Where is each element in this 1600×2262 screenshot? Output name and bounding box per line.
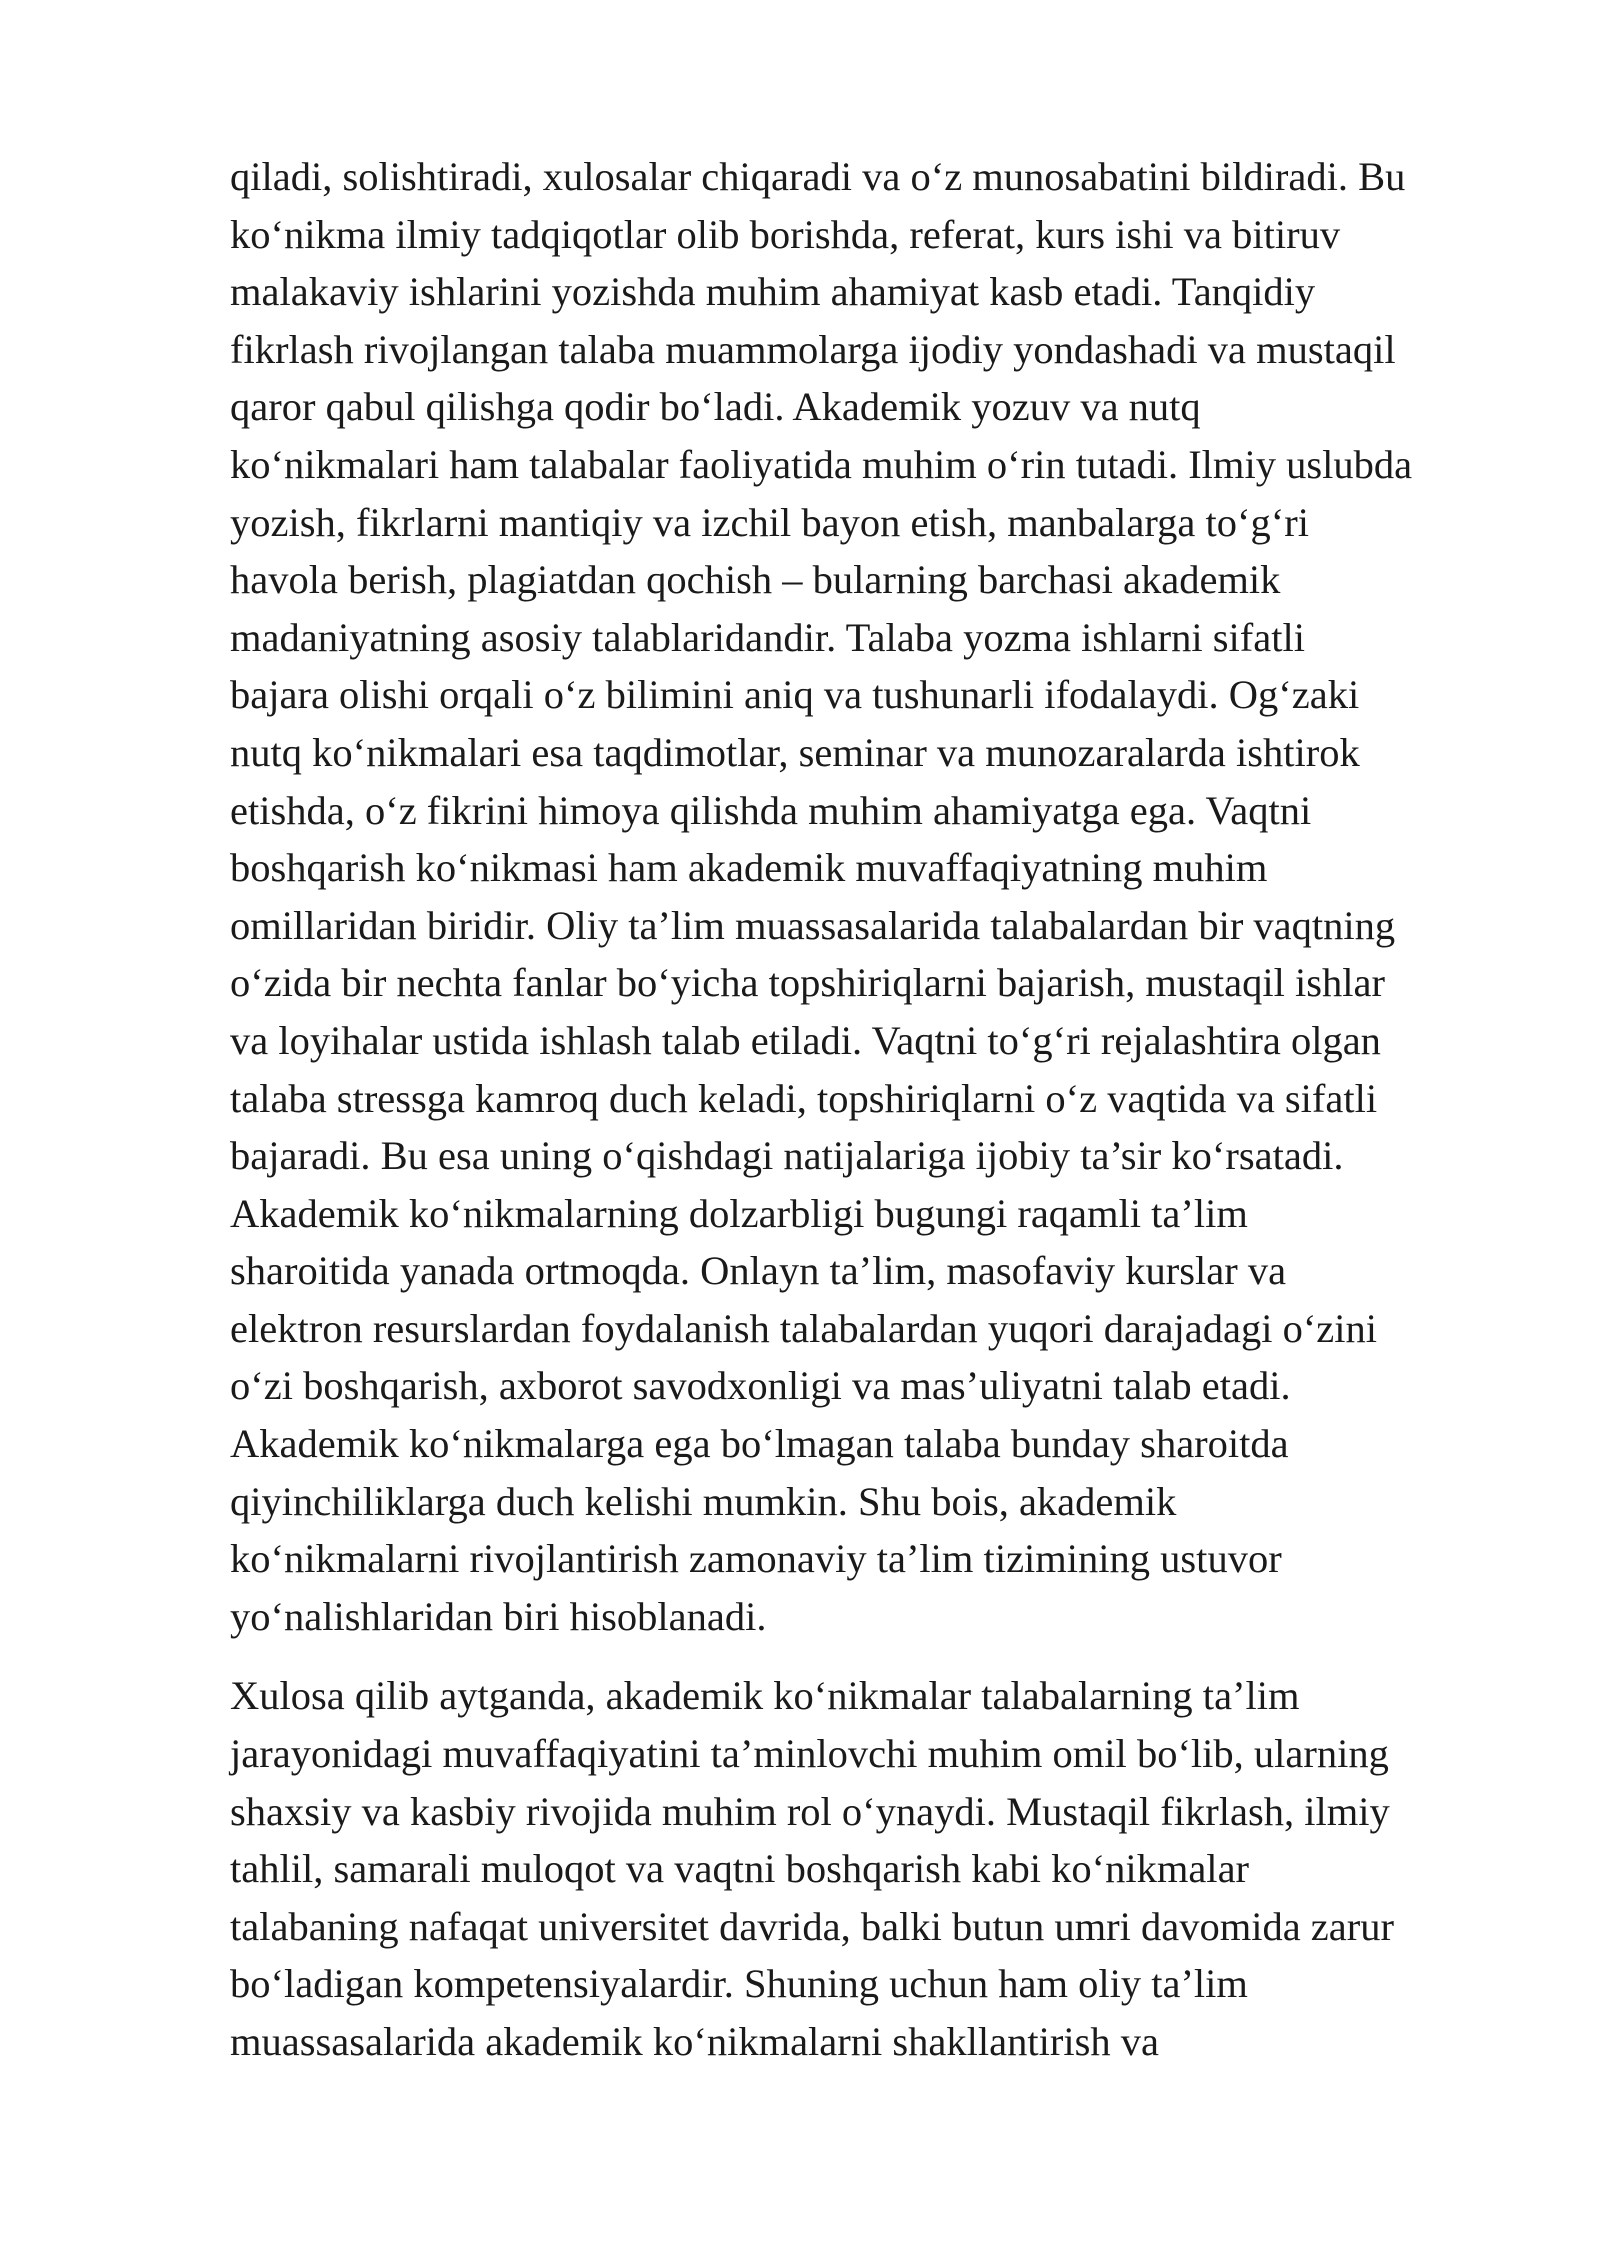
text-line: boshqarish ko‘nikmasi ham akademik muvaffaqiyatning muhim: [230, 845, 1268, 891]
paragraph-spacer: [230, 1645, 1520, 1667]
text-line: va loyihalar ustida ishlash talab etiladi. Vaqtni to‘g‘ri rejalashtira olgan: [230, 1017, 1381, 1063]
document-body: [230, 148, 1520, 2071]
text-line: qiladi, solishtiradi, xulosalar chiqaradi va o‘z munosabatini bildiradi. Bu: [230, 154, 1406, 199]
text-line: ko‘nikmalarni rivojlantirish zamonaviy ta’lim tizimining ustuvor: [230, 1536, 1282, 1582]
text-line: madaniyatning asosiy talablaridandir. Talaba yozma ishlarni sifatli: [230, 614, 1305, 660]
text-line: etishda, o‘z fikrini himoya qilishda muhim ahamiyatga ega. Vaqtni: [230, 787, 1312, 833]
text-line: o‘zi boshqarish, axborot savodxonligi va mas’uliyatni talab etadi.: [230, 1363, 1291, 1409]
text-line: o‘zida bir nechta fanlar bo‘yicha topshiriqlarni bajarish, mustaqil ishlar: [230, 960, 1386, 1006]
text-line: havola berish, plagiatdan qochish – bularning barchasi akademik: [230, 557, 1281, 603]
text-line: tahlil, samarali muloqot va vaqtni boshqarish kabi ko‘nikmalar: [230, 1846, 1250, 1892]
paragraph-2: [230, 1667, 1520, 2070]
text-line: Akademik ko‘nikmalarga ega bo‘lmagan talaba bunday sharoitda: [230, 1421, 1289, 1467]
text-line: fikrlash rivojlangan talaba muammolarga ijodiy yondashadi va mustaqil: [230, 326, 1396, 372]
text-line: nutq ko‘nikmalari esa taqdimotlar, seminar va munozaralarda ishtirok: [230, 729, 1360, 775]
text-line: bajaradi. Bu esa uning o‘qishdagi natijalariga ijobiy ta’sir ko‘rsatadi.: [230, 1133, 1344, 1179]
text-line: sharoitida yanada ortmoqda. Onlayn ta’lim, masofaviy kurslar va: [230, 1248, 1287, 1294]
text-line: talabaning nafaqat universitet davrida, balki butun umri davomida zarur: [230, 1903, 1394, 1949]
text-line: muassasalarida akademik ko‘nikmalarni shakllantirish va: [230, 2019, 1159, 2064]
text-line: bo‘ladigan kompetensiyalardir. Shuning uchun ham oliy ta’lim: [230, 1961, 1248, 2007]
text-line: qiyinchiliklarga duch kelishi mumkin. Shu bois, akademik: [230, 1478, 1177, 1524]
text-line: elektron resurslardan foydalanish talabalardan yuqori darajadagi o‘zini: [230, 1305, 1378, 1351]
text-line: ko‘nikmalari ham talabalar faoliyatida muhim o‘rin tutadi. Ilmiy uslubda: [230, 441, 1413, 487]
text-line: qaror qabul qilishga qodir bo‘ladi. Akademik yozuv va nutq: [230, 384, 1201, 430]
text-line: Akademik ko‘nikmalarning dolzarbligi bugungi raqamli ta’lim: [230, 1190, 1248, 1236]
text-line: malakaviy ishlarini yozishda muhim ahamiyat kasb etadi. Tanqidiy: [230, 269, 1316, 315]
text-line: yozish, fikrlarni mantiqiy va izchil bayon etish, manbalarga to‘g‘ri: [230, 499, 1309, 545]
text-line: bajara olishi orqali o‘z bilimini aniq va tushunarli ifodalaydi. Og‘zaki: [230, 672, 1360, 718]
paragraph-1: [230, 148, 1520, 1645]
text-line: jarayonidagi muvaffaqiyatini ta’minlovchi muhim omil bo‘lib, ularning: [230, 1731, 1389, 1777]
text-line: omillaridan biridir. Oliy ta’lim muassasalarida talabalardan bir vaqtning: [230, 902, 1396, 948]
text-line: Xulosa qilib aytganda, akademik ko‘nikmalar talabalarning ta’lim: [230, 1673, 1300, 1719]
text-line: yo‘nalishlaridan biri hisoblanadi.: [230, 1593, 767, 1639]
text-line: talaba stressga kamroq duch keladi, topshiriqlarni o‘z vaqtida va sifatli: [230, 1075, 1378, 1121]
text-line: shaxsiy va kasbiy rivojida muhim rol o‘ynaydi. Mustaqil fikrlash, ilmiy: [230, 1788, 1390, 1834]
text-line: ko‘nikma ilmiy tadqiqotlar olib borishda, referat, kurs ishi va bitiruv: [230, 211, 1341, 257]
